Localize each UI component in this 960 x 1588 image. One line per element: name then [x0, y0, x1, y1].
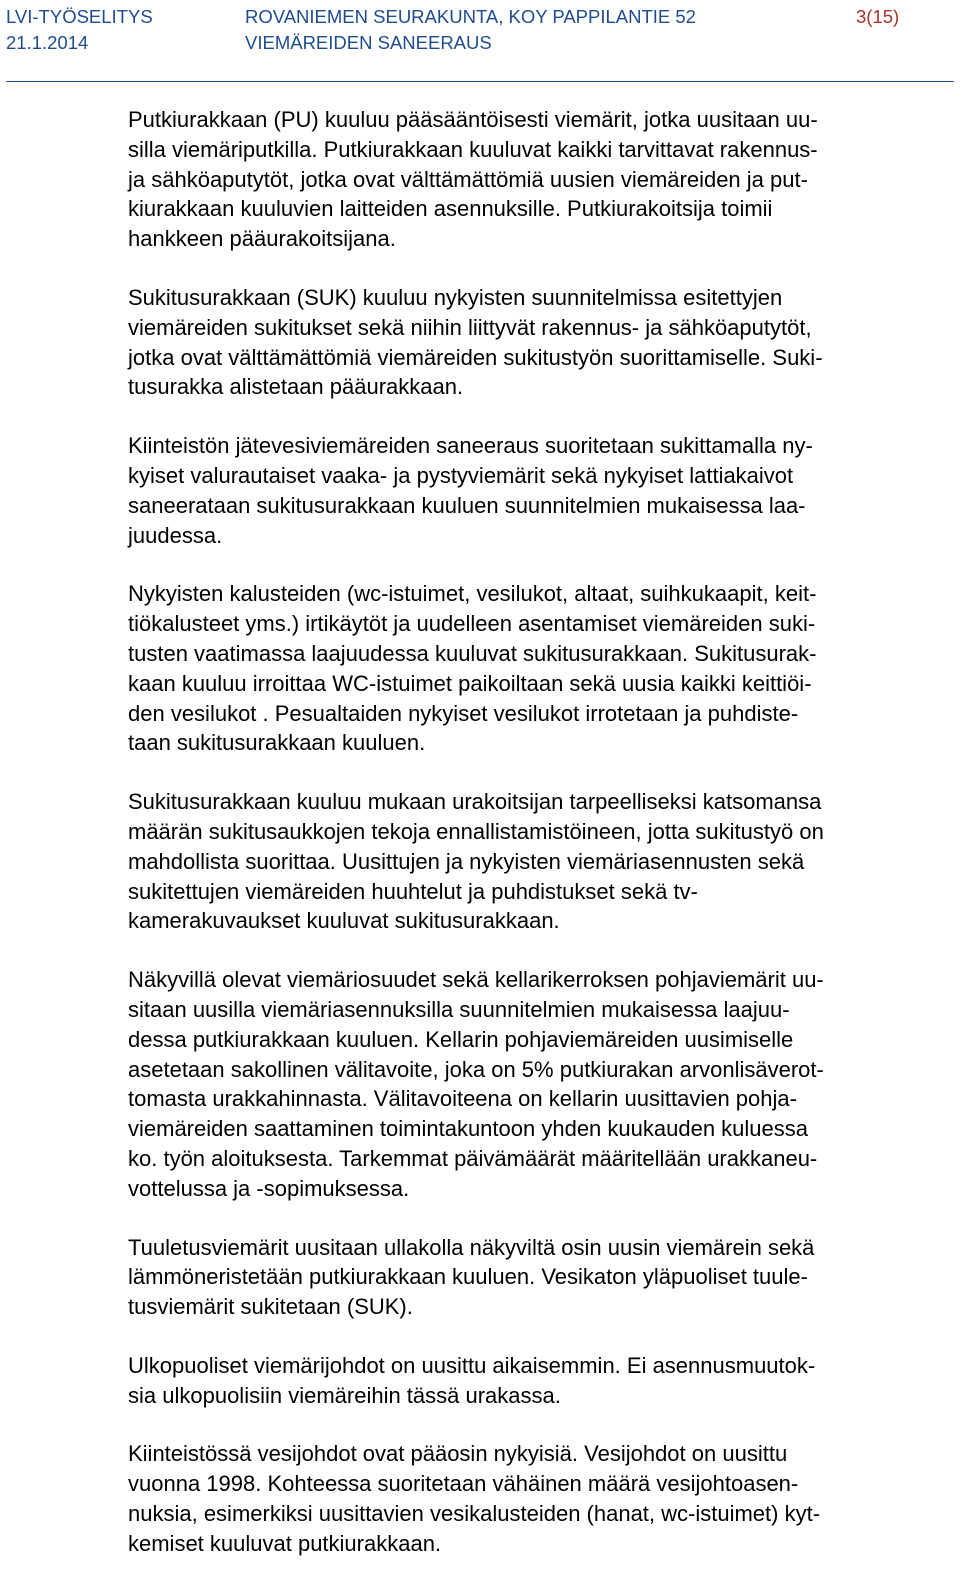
document-date: 21.1.2014 [6, 32, 89, 53]
paragraph-line: Nykyisten kalusteiden (wc-istuimet, vesilukot, altaat, suihkukaapit, keit- [128, 581, 817, 607]
paragraph-line: hankkeen pääurakoitsijana. [128, 226, 396, 252]
paragraph-line: nuksia, esimerkiksi uusittavien vesikalusteiden (hanat, wc-istuimet) kyt- [128, 1501, 821, 1527]
paragraph-line: taan sukitusurakkaan kuuluen. [128, 730, 426, 756]
project-name: ROVANIEMEN SEURAKUNTA, KOY PAPPILANTIE 52 [245, 6, 696, 27]
paragraph-line: tiökalusteet yms.) irtikäytöt ja uudelleen asentamiset viemäreiden suki- [128, 611, 816, 637]
paragraph-line: vottelussa ja -sopimuksessa. [128, 1175, 410, 1201]
paragraph-line: ko. työn aloituksesta. Tarkemmat päivämäärät määritellään urakkaneu- [128, 1145, 818, 1171]
paragraph-line: jotka ovat välttämättömiä viemäreiden sukitustyön suorittamiselle. Suki- [128, 344, 823, 370]
paragraph-line: Näkyvillä olevat viemäriosuudet sekä kellarikerroksen pohjaviemärit uu- [128, 967, 824, 993]
paragraph-line: Sukitusurakkaan kuuluu mukaan urakoitsijan tarpeelliseksi katsomansa [128, 789, 822, 815]
paragraph-line: tusurakka alistetaan pääurakkaan. [128, 374, 464, 400]
paragraph-line: Kiinteistössä vesijohdot ovat pääosin nykyisiä. Vesijohdot on uusittu [128, 1441, 788, 1467]
paragraph-line: tomasta urakkahinnasta. Välitavoiteena on kellarin uusittavien pohja- [128, 1086, 797, 1112]
paragraph-line: sukitettujen viemäreiden huuhtelut ja puhdistukset sekä tv- [128, 878, 698, 904]
paragraph-line: asetetaan sakollinen välitavoite, joka on 5% putkiurakan arvonlisäverot- [128, 1056, 824, 1082]
paragraph-line: Ulkopuoliset viemärijohdot on uusittu aikaisemmin. Ei asennusmuutok- [128, 1352, 816, 1378]
paragraph-line: dessa putkiurakkaan kuuluen. Kellarin pohjaviemäreiden uusimiselle [128, 1026, 794, 1052]
paragraph-line: määrän sukitusaukkojen tekoja ennallistamistöineen, jotta sukitustyö on [128, 818, 824, 844]
paragraph [128, 431, 960, 550]
paragraph-line: Tuuletusviemärit uusitaan ullakolla näkyviltä osin uusin viemärein sekä [128, 1234, 815, 1260]
paragraph-line: saneerataan sukitusurakkaan kuuluen suunnitelmien mukaisessa laa- [128, 492, 806, 518]
paragraph-line: Kiinteistön jätevesiviemäreiden saneeraus suoritetaan sukittamalla ny- [128, 433, 813, 459]
paragraph-line: Putkiurakkaan (PU) kuuluu pääsääntöisesti viemärit, jotka uusitaan uu- [128, 107, 818, 132]
header-divider [6, 81, 954, 82]
paragraph-line: viemäreiden saattaminen toimintakuntoon yhden kuukauden kuluessa [128, 1116, 808, 1142]
document-subject: VIEMÄREIDEN SANEERAUS [245, 32, 492, 53]
paragraph-line: juudessa. [128, 522, 223, 548]
paragraph-line: tusten vaatimassa laajuudessa kuuluvat sukitusurakkaan. Sukitusurak- [128, 640, 817, 666]
paragraph-line: den vesilukot . Pesualtaiden nykyiset vesilukot irrotetaan ja puhdiste- [128, 700, 799, 726]
paragraph-line: vuonna 1998. Kohteessa suoritetaan vähäinen määrä vesijohtoasen- [128, 1471, 799, 1497]
paragraph-line: kiurakkaan kuuluvien laitteiden asennuksille. Putkiurakoitsija toimii [128, 196, 773, 222]
page-number: 3(15) [856, 6, 900, 27]
paragraph [128, 1351, 960, 1411]
paragraph [128, 579, 960, 758]
paragraph-line: silla viemäriputkilla. Putkiurakkaan kuuluvat kaikki tarvittavat rakennus- [128, 136, 818, 162]
document-type: LVI-TYÖSELITYS [6, 6, 153, 27]
paragraph [128, 787, 960, 936]
paragraph-line: ja sähköaputytöt, jotka ovat välttämättömiä uusien viemäreiden ja put- [128, 166, 808, 192]
paragraph-line: kemiset kuuluvat putkiurakkaan. [128, 1530, 442, 1556]
paragraph [128, 105, 960, 254]
paragraph-line: kyiset valurautaiset vaaka- ja pystyviemärit sekä nykyiset lattiakaivot [128, 462, 794, 488]
paragraph [128, 283, 960, 402]
paragraph-line: mahdollista suorittaa. Uusittujen ja nykyisten viemäriasennusten sekä [128, 848, 805, 874]
paragraph-line: kamerakuvaukset kuuluvat sukitusurakkaan. [128, 908, 560, 934]
paragraph-line: lämmöneristetään putkiurakkaan kuuluen. Vesikaton yläpuoliset tuule- [128, 1264, 808, 1290]
paragraph-line: Sukitusurakkaan (SUK) kuuluu nykyisten suunnitelmissa esitettyjen [128, 284, 783, 310]
paragraph-line: viemäreiden sukitukset sekä niihin liittyvät rakennus- ja sähköaputytöt, [128, 314, 812, 340]
paragraph [128, 1439, 960, 1558]
paragraph [128, 1233, 960, 1322]
paragraph-line: sia ulkopuolisiin viemäreihin tässä urakassa. [128, 1382, 561, 1408]
paragraph [128, 965, 960, 1203]
paragraph-line: sitaan uusilla viemäriasennuksilla suunnitelmien mukaisessa laajuu- [128, 996, 790, 1022]
paragraph-line: tusviemärit sukitetaan (SUK). [128, 1294, 413, 1320]
page-header [0, 0, 960, 84]
document-body [128, 105, 960, 1588]
paragraph-line: kaan kuuluu irroittaa WC-istuimet paikoiltaan sekä uusia kaikki keittiöi- [128, 670, 812, 696]
